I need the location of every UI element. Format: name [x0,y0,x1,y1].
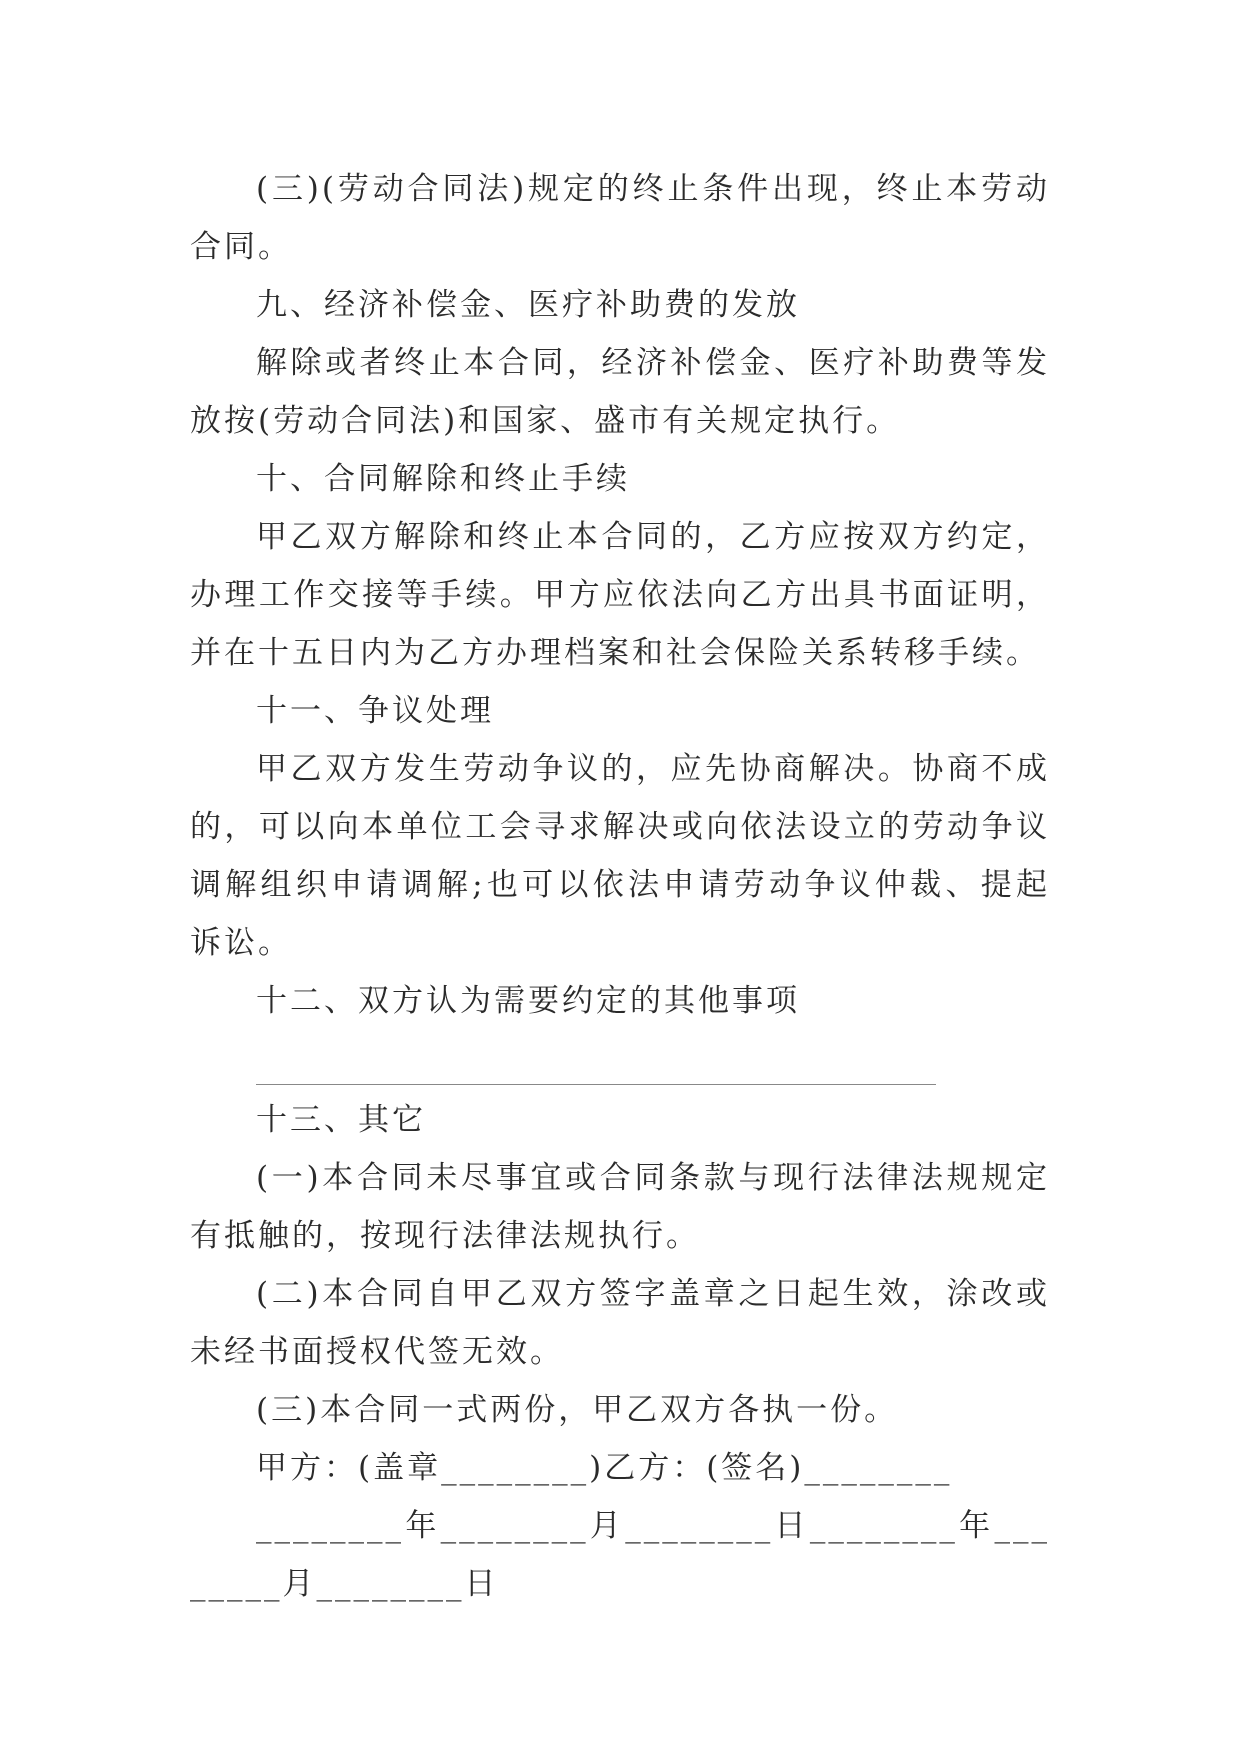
clause-13-3: (三)本合同一式两份，甲乙双方各执一份。 [256,1392,899,1428]
signature-line: 甲方：(盖章________)乙方：(签名)________ [256,1450,953,1486]
section-9-heading: 九、经济补偿金、医疗补助费的发放 [256,287,800,323]
clause-13-1: (一)本合同未尽事宜或合同条款与现行法律法规规定有抵触的，按现行法律法规执行。 [190,1160,1050,1254]
section-11-text: 甲乙双方发生劳动争议的，应先协商解决。协商不成的，可以向本单位工会寻求解决或向依法设立的劳动争议调解组织申请调解;也可以依法申请劳动争议仲裁、提起诉讼。 [190,751,1050,961]
document-body [190,160,1050,1613]
clause-8-3: (三)(劳动合同法)规定的终止条件出现，终止本劳动合同。 [190,171,1050,265]
fill-in-blank-line [256,1044,936,1085]
section-13-heading: 十三、其它 [256,1102,426,1138]
date-line: ________年________月________日________年________月________日 [190,1508,1050,1602]
section-10-text: 甲乙双方解除和终止本合同的，乙方应按双方约定，办理工作交接等手续。甲方应依法向乙方出具书面证明，并在十五日内为乙方办理档案和社会保险关系转移手续。 [190,519,1050,671]
section-9-text: 解除或者终止本合同，经济补偿金、医疗补助费等发放按(劳动合同法)和国家、盛市有关规定执行。 [190,345,1050,439]
clause-13-2: (二)本合同自甲乙双方签字盖章之日起生效，涂改或未经书面授权代签无效。 [190,1276,1050,1370]
section-10-heading: 十、合同解除和终止手续 [256,461,630,497]
section-11-heading: 十一、争议处理 [256,693,494,729]
section-12-heading: 十二、双方认为需要约定的其他事项 [256,983,800,1019]
